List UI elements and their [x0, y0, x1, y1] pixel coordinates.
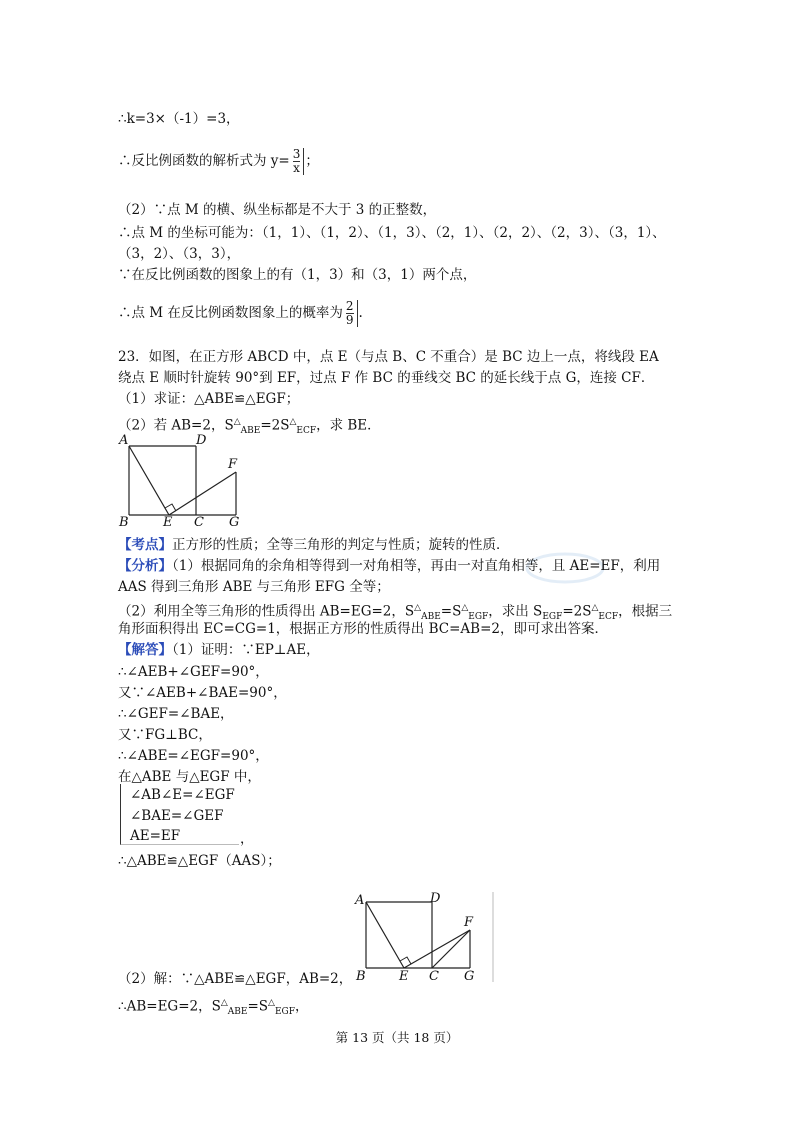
analysis-line2: AAS 得到三角形 ABE 与三角形 EFG 全等； [118, 579, 390, 595]
line-on-graph: ∵在反比例函数的图象上的有（1，3）和（3，1）两个点， [118, 267, 477, 283]
geometry-figure-1 [116, 432, 251, 532]
label-a: A [355, 893, 365, 908]
text: ， [294, 998, 309, 1015]
denominator: x [293, 161, 300, 175]
solution-step3: ∴∠GEF=∠BAE， [118, 706, 234, 722]
line-function-expression [118, 148, 319, 175]
subscript: EGF [542, 612, 563, 623]
solution-line1 [118, 641, 320, 659]
system-end: ， [240, 831, 254, 847]
text: ∴AB=EG=2，S [118, 998, 221, 1015]
tag-fenxi: 【分析】 [118, 558, 172, 574]
tag-kaodian: 【考点】 [118, 537, 172, 553]
label-d: D [430, 891, 441, 906]
question-1: （1）求证：△ABE≌△EGF； [118, 391, 300, 407]
text: （1）根据同角的余角相等得到一对角相等，再由一对直角相等，且 AE=EF，利用 [172, 558, 661, 574]
segment-ae [366, 902, 404, 968]
question-2: （2）若 AB=2，$S^\triangle_{ABE}=2S^\triangle_{ECF}$，求 BE． [118, 417, 381, 437]
subscript: EGF [468, 612, 489, 623]
line-possible-coords-cont: （3，2）、（3，3）， [118, 246, 241, 262]
page-footer: 第 13 页（共 18 页） [335, 1030, 459, 1045]
analysis-line4: 角形面积得出 EC=CG=1，根据正方形的性质得出 BC=AB=2，即可求出答案． [118, 621, 608, 637]
label-e: E [163, 515, 173, 530]
label-d: D [196, 433, 207, 448]
solution-step2: 又∵∠AEB+∠BAE=90°， [118, 685, 287, 701]
denominator: 9 [345, 313, 354, 327]
label-f: F [464, 915, 474, 930]
knowledge-point [118, 536, 510, 554]
solution-step6: 在△ABE 与△EGF 中， [118, 769, 261, 785]
text: =S [247, 998, 269, 1015]
numerator: 3 [292, 147, 301, 161]
tag-jieda: 【解答】 [118, 642, 172, 658]
line-part2-condition: （2）∵点 M 的横、纵坐标都是不大于 3 的正整数， [118, 202, 437, 218]
system-line1: ∠AB∠E=∠EGF [130, 787, 235, 803]
text: =2S [562, 603, 592, 620]
label-a: A [119, 433, 129, 448]
label-c: C [194, 515, 204, 530]
label-g: G [464, 969, 475, 984]
label-b: B [356, 969, 366, 984]
problem-23-line1: 23．如图，在正方形 ABCD 中，点 E（与点 B、C 不重合）是 BC 边上一点，将线段 EA [118, 349, 659, 365]
text: （1）证明：∵EP⊥AE， [172, 642, 320, 658]
numerator: 2 [345, 299, 354, 313]
text: ∴点 M 在反比例函数图象上的概率为 [118, 305, 343, 321]
solution-step5: ∴∠ABE=∠EGF=90°， [118, 748, 269, 764]
system-line2: ∠BAE=∠GEF [130, 808, 224, 824]
problem-23-line2: 绕点 E 顺时针旋转 90°到 EF，过点 F 作 BC 的垂线交 BC 的延长线于点 G，连接 CF． [118, 370, 655, 386]
text: =S [440, 603, 462, 620]
text: ，求出 S [488, 603, 543, 620]
subscript: ABE [240, 426, 261, 437]
text: ，根据三 [618, 603, 673, 620]
text: =2S [260, 417, 290, 434]
segment-ef [169, 472, 236, 515]
system-line3: AE=EF [130, 828, 181, 844]
segment-ae [129, 446, 169, 515]
geometry-figure-2 [352, 890, 497, 985]
text: （2）利用全等三角形的性质得出 AB=EG=2，S [118, 603, 415, 620]
subscript: ABE [227, 1007, 248, 1018]
part2-solution-line1: （2）解：∵△ABE≌△EGF，AB=2， [118, 971, 353, 987]
label-f: F [228, 457, 238, 472]
text: ； [305, 153, 319, 169]
line-probability [118, 300, 363, 327]
text: 正方形的性质；全等三角形的判定与性质；旋转的性质． [172, 537, 510, 553]
label-b: B [119, 515, 129, 530]
label-e: E [399, 969, 409, 984]
subscript: ECF [598, 612, 619, 623]
subscript: ECF [296, 426, 317, 437]
line-k-value: ∴k=3×（-1）=3， [118, 111, 240, 127]
text: . [358, 305, 363, 321]
label-g: G [229, 515, 240, 530]
subscript: EGF [274, 1007, 295, 1018]
fraction [344, 300, 358, 327]
analysis-line3: （2）利用全等三角形的性质得出 AB=EG=2，$S^\triangle_{ABE}=S^\triangle_{EGF}$，求出 $S_{EGF}=2S^\triangle_{ECF}$，根据三 [118, 603, 673, 623]
label-c: C [429, 969, 439, 984]
subscript: ABE [421, 612, 441, 623]
fraction [291, 148, 305, 175]
part2-solution-line2: ∴AB=EG=2，$S^\triangle_{ABE}=S^\triangle_{EGF}$， [118, 998, 309, 1018]
solution-conclusion: ∴△ABE≌△EGF（AAS）； [118, 853, 281, 869]
solution-step1: ∴∠AEB+∠GEF=90°， [118, 664, 269, 680]
text: ∴反比例函数的解析式为 y= [118, 153, 290, 169]
text: （2）若 AB=2，S [118, 417, 234, 434]
analysis-line1 [118, 557, 660, 575]
text: ，求 BE． [316, 417, 381, 434]
line-possible-coords: ∴点 M 的坐标可能为：（1，1）、（1，2）、（1，3）、（2，1）、（2，2）、（2，3）、（3，1）、 [118, 225, 666, 241]
solution-step4: 又∵FG⊥BC， [118, 727, 212, 743]
